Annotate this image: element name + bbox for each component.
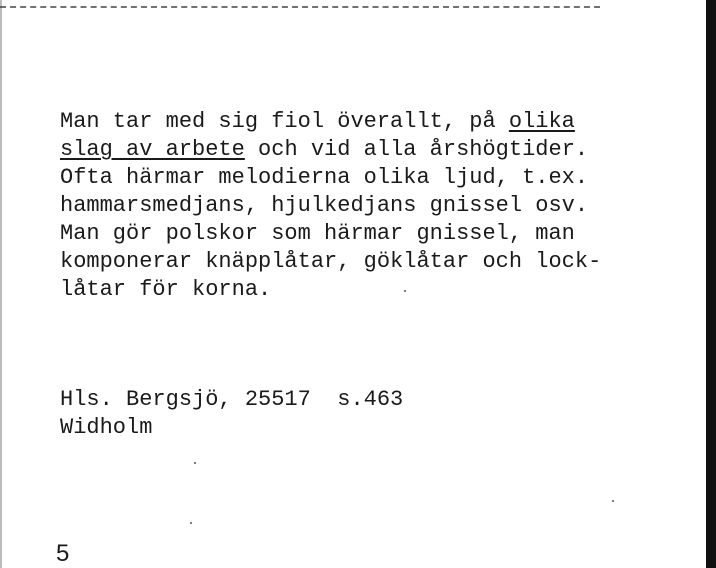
scan-left-edge [0,0,2,568]
top-rule [0,6,600,8]
text-line-6: komponerar knäpplåtar, göklåtar och lock- [60,249,602,274]
text-line-1 [60,108,660,136]
source-line-1: Hls. Bergsjö, 25517 s.463 [60,387,404,412]
scan-speck [194,462,196,464]
text-line-3: Ofta härmar melodierna olika ljud, t.ex. [60,165,589,190]
scan-speck [612,500,614,502]
scan-speck [190,522,192,524]
text-line-1-prefix: Man tar med sig fiol överallt, på [60,109,509,134]
text-line-2 [60,136,660,164]
text-line-4: hammarsmedjans, hjulkedjans gnissel osv. [60,193,589,218]
source-line-2: Widholm [60,415,153,440]
page-number: 5 [56,540,70,567]
source-reference [60,386,403,442]
underlined-phrase-1: olika [508,109,575,134]
text-line-2-suffix: och vid alla årshögtider. [244,137,589,162]
scan-right-edge [706,0,716,568]
text-line-5: Man gör polskor som härmar gnissel, man [60,221,575,246]
underlined-phrase-2: slag av arbete [60,137,245,162]
text-line-7: låtar för korna. [60,277,272,302]
scan-speck [404,290,406,292]
main-text [60,108,660,304]
